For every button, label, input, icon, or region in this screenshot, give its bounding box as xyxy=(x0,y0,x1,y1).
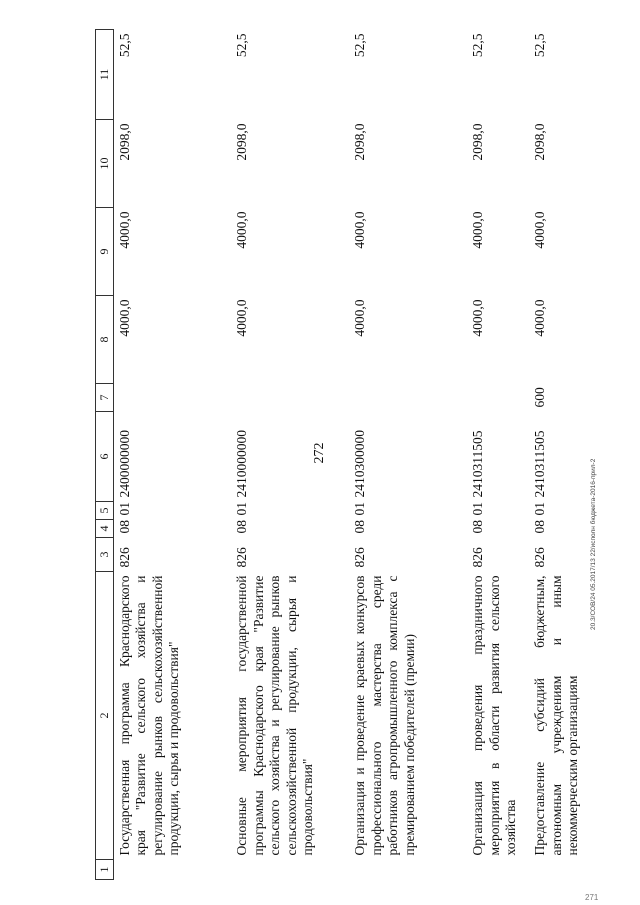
value-col8-cell: 4000,0 xyxy=(470,299,486,337)
value-col9-cell: 4000,0 xyxy=(532,211,548,249)
podrazdel-cell: 01 xyxy=(234,502,250,516)
table-row xyxy=(231,30,349,880)
column-header-5: 5 xyxy=(96,502,114,520)
value-col9-cell: 4000,0 xyxy=(470,211,486,249)
row-number-cell xyxy=(467,860,529,880)
vedomstvo-cell: 826 xyxy=(532,547,548,568)
column-header-6: 6 xyxy=(96,412,114,502)
value-col9-cell: 4000,0 xyxy=(234,211,250,249)
csr-cell: 2410311505 xyxy=(470,430,486,498)
value-col8-cell: 4000,0 xyxy=(116,299,132,337)
row-name-cell: Предоставление субсидий бюджетным, автономным учреждениям и иным некоммерческим организациям xyxy=(532,575,581,856)
table-row xyxy=(467,30,529,880)
value-col10-cell: 2098,0 xyxy=(352,123,368,161)
vedomstvo-cell: 826 xyxy=(352,547,368,568)
podrazdel-cell: 01 xyxy=(470,502,486,516)
csr-cell: 2400000000 xyxy=(116,430,132,498)
podrazdel-cell: 01 xyxy=(116,502,132,516)
column-header-1: 1 xyxy=(96,860,114,880)
row-number-cell xyxy=(349,860,467,880)
table-row xyxy=(349,30,467,880)
razdel-cell: 08 xyxy=(352,520,368,534)
value-col8-cell: 4000,0 xyxy=(352,299,368,337)
vedomstvo-cell: 826 xyxy=(470,547,486,568)
column-header-9: 9 xyxy=(96,208,114,296)
page-number: 272 xyxy=(312,442,327,464)
razdel-cell: 08 xyxy=(470,520,486,534)
row-name-cell: Организация проведения праздничного мероприятия в области развития сельского хозяйства xyxy=(470,575,519,856)
budget-table xyxy=(95,29,611,880)
column-header-10: 10 xyxy=(96,120,114,208)
value-col11-cell: 52,5 xyxy=(470,33,486,58)
podrazdel-cell: 01 xyxy=(532,502,548,516)
vr-cell xyxy=(113,384,231,412)
document-stamp: 20.3/СОВ/24 05.2017/13 22/исполн бюджета-2016-прил-2 xyxy=(590,458,597,630)
column-header-7: 7 xyxy=(96,384,114,412)
csr-cell: 2410311505 xyxy=(532,430,548,498)
corner-page-mark: 271 xyxy=(585,893,599,902)
value-col10-cell: 2098,0 xyxy=(470,123,486,161)
vedomstvo-cell: 826 xyxy=(116,547,132,568)
vr-cell xyxy=(349,384,467,412)
column-header-11: 11 xyxy=(96,30,114,120)
row-number-cell xyxy=(113,860,231,880)
vr-cell xyxy=(467,384,529,412)
value-col10-cell: 2098,0 xyxy=(116,123,132,161)
column-header-8: 8 xyxy=(96,296,114,384)
value-col11-cell: 52,5 xyxy=(532,33,548,58)
row-name-cell: Государственная программа Краснодарского края "Развитие сельского хозяйства и регулирование рынков сельскохозяйственной продукции, сырья и продовольствия" xyxy=(116,575,182,856)
row-number-cell xyxy=(529,860,611,880)
header-row xyxy=(96,30,114,880)
row-name-cell: Основные мероприятия государственной программы Краснодарского края "Развитие сельского хозяйства и регулирование рынков сельскохозяйственной продукции, сырья и продовольствия" xyxy=(234,575,315,856)
value-col8-cell: 4000,0 xyxy=(234,299,250,337)
column-header-2: 2 xyxy=(96,572,114,860)
table-row xyxy=(529,30,611,880)
column-header-4: 4 xyxy=(96,520,114,538)
vr-cell: 600 xyxy=(532,387,548,408)
rotated-table-container xyxy=(95,30,630,880)
value-col11-cell: 52,5 xyxy=(116,33,132,58)
razdel-cell: 08 xyxy=(532,520,548,534)
row-name-cell: Организация и проведение краевых конкурсов профессионального мастерства среди работников агропромышленного комплекса с премированием победителей (премии) xyxy=(352,575,417,856)
vedomstvo-cell: 826 xyxy=(234,547,250,568)
row-number-cell xyxy=(231,860,349,880)
value-col11-cell: 52,5 xyxy=(352,33,368,58)
column-header-3: 3 xyxy=(96,538,114,572)
podrazdel-cell: 01 xyxy=(352,502,368,516)
value-col10-cell: 2098,0 xyxy=(234,123,250,161)
value-col9-cell: 4000,0 xyxy=(116,211,132,249)
value-col9-cell: 4000,0 xyxy=(352,211,368,249)
value-col8-cell: 4000,0 xyxy=(532,299,548,337)
vr-cell xyxy=(231,384,349,412)
csr-cell: 2410300000 xyxy=(352,430,368,498)
value-col10-cell: 2098,0 xyxy=(532,123,548,161)
razdel-cell: 08 xyxy=(116,520,132,534)
table-row xyxy=(113,30,231,880)
value-col11-cell: 52,5 xyxy=(234,33,250,58)
csr-cell: 2410000000 xyxy=(234,430,250,498)
razdel-cell: 08 xyxy=(234,520,250,534)
